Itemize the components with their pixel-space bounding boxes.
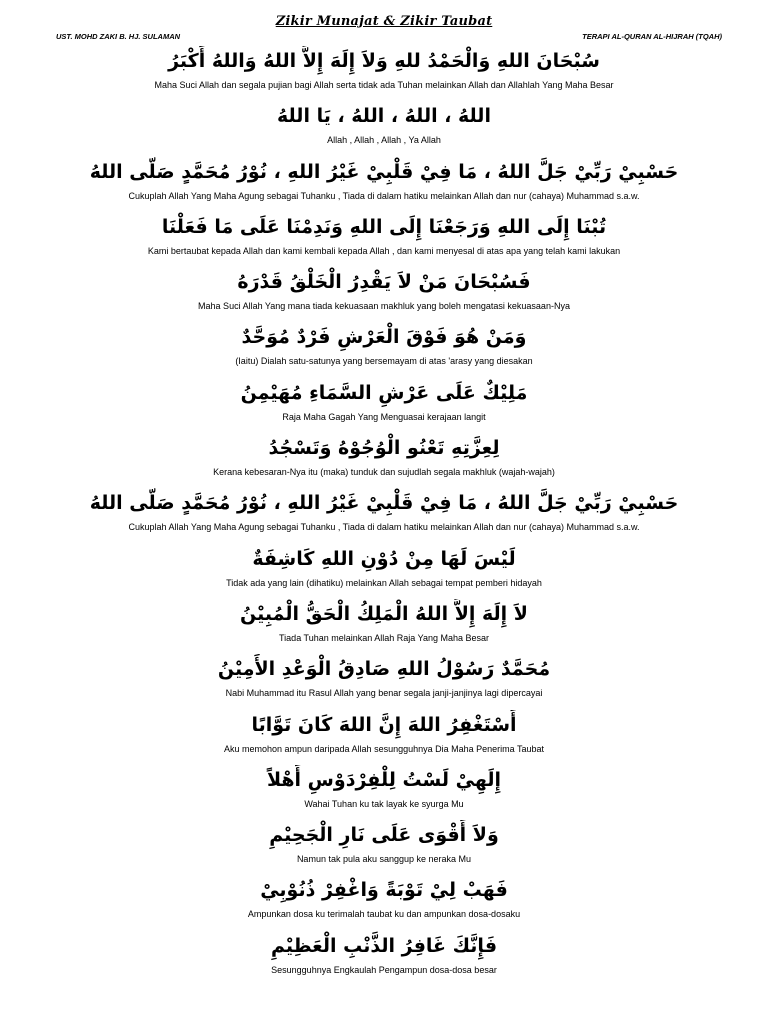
translation-text: Nabi Muhammad itu Rasul Allah yang benar segala janji-janjinya lagi dipercayai (225, 688, 543, 699)
verse-6 (40, 322, 728, 377)
arabic-text: إِلَهِيْ لَسْتُ لِلْفِرْدَوْسِ أَهْلاً (266, 768, 502, 791)
arabic-text: فَإِنَّكَ غَافِرُ الذَّنْبِ الْعَظِيْمِ (270, 934, 498, 957)
translation-text: Aku memohon ampun daripada Allah sesungguhnya Dia Maha Penerima Taubat (223, 743, 545, 754)
verse-15 (40, 820, 728, 875)
verse-9 (40, 488, 728, 543)
translation-text: Sesungguhnya Engkaulah Pengampun dosa-dosa besar (271, 964, 497, 975)
verse-4 (40, 212, 728, 267)
translation-text: Tiada Tuhan melainkan Allah Raja Yang Maha Besar (279, 632, 489, 643)
arabic-text: لَيْسَ لَهَا مِنْ دُوْنِ اللهِ كَاشِفَةٌ (252, 547, 516, 570)
verse-7 (40, 378, 728, 433)
translation-text: Allah , Allah , Allah , Ya Allah (327, 135, 441, 146)
verse-11 (40, 599, 728, 654)
verse-list (40, 46, 728, 986)
translation-text: (Iaitu) Dialah satu-satunya yang bersemayam di atas 'arasy yang diesakan (235, 356, 533, 367)
arabic-text: سُبْحَانَ اللهِ وَالْحَمْدُ للهِ وَلاَ إِلَهَ إِلاَّ اللهُ وَاللهُ أَكْبَرُ (168, 50, 600, 72)
arabic-text: لِعِزَّتِهِ تَعْنُو الْوُجُوْهُ وَتَسْجُدُ (268, 437, 500, 460)
translation-text: Namun tak pula aku sanggup ke neraka Mu (296, 854, 472, 865)
translation-text: Maha Suci Allah Yang mana tiada kekuasaan makhluk yang boleh mengatasi kekuasaan-Nya (198, 301, 570, 312)
translation-text: Kerana kebesaran-Nya itu (maka) tunduk dan sujudlah segala makhluk (wajah-wajah) (213, 467, 555, 478)
arabic-text: لاَ إِلَهَ إِلاَّ اللهُ الْمَلِكُ الْحَقُّ الْمُبِيْنُ (240, 602, 528, 625)
translation-text: Cukuplah Allah Yang Maha Agung sebagai Tuhanku , Tiada di dalam hatiku melainkan Allah dan nur (cahaya) Muhammad s.a.w. (128, 522, 640, 533)
verse-13 (40, 710, 728, 765)
translation-text: Maha Suci Allah dan segala pujian bagi Allah serta tidak ada Tuhan melainkan Allah dan Allahlah Yang Maha Besar (154, 80, 614, 90)
arabic-text: وَلاَ أَقْوَى عَلَى نَارِ الْجَحِيْمِ (269, 824, 499, 847)
translation-text: Raja Maha Gagah Yang Menguasai kerajaan langit (282, 411, 486, 422)
verse-17 (40, 931, 728, 986)
organization-header: TERAPI AL-QURAN AL-HIJRAH (TQAH) (582, 32, 722, 41)
verse-10 (40, 544, 728, 599)
verse-1 (40, 46, 728, 101)
arabic-text: أَسْتَغْفِرُ اللهَ إِنَّ اللهَ كَانَ تَوَّابًا (251, 713, 517, 736)
arabic-text: مَلِيْكٌ عَلَى عَرْشِ السَّمَاءِ مُهَيْمِنُ (240, 381, 528, 404)
verse-8 (40, 433, 728, 488)
translation-text: Kami bertaubat kepada Allah dan kami kembali kepada Allah , dan kami menyesal di atas apa yang telah kami lakukan (147, 245, 621, 256)
verse-2 (40, 101, 728, 156)
arabic-text: فَهَبْ لِيْ تَوْبَةً وَاغْفِرْ ذُنُوْبِيْ (260, 879, 508, 902)
arabic-text: حَسْبِيْ رَبِّيْ جَلَّ اللهُ ، مَا فِيْ قَلْبِيْ غَيْرُ اللهِ ، نُوْرُ مُحَمَّدٍ صَلَّى اللهُ (89, 160, 679, 183)
verse-14 (40, 765, 728, 820)
translation-text: Tidak ada yang lain (dihatiku) melainkan Allah sebagai tempat pemberi hidayah (226, 577, 542, 588)
author-header: UST. MOHD ZAKI B. HJ. SULAMAN (56, 32, 181, 41)
arabic-text: حَسْبِيْ رَبِّيْ جَلَّ اللهُ ، مَا فِيْ قَلْبِيْ غَيْرُ اللهِ ، نُوْرُ مُحَمَّدٍ صَلَّى اللهُ (89, 492, 679, 515)
translation-text: Wahai Tuhan ku tak layak ke syurga Mu (304, 798, 464, 809)
translation-text: Cukuplah Allah Yang Maha Agung sebagai Tuhanku , Tiada di dalam hatiku melainkan Allah dan nur (cahaya) Muhammad s.a.w. (128, 190, 640, 201)
arabic-text: اللهُ ، اللهُ ، اللهُ ، يَا اللهُ (277, 105, 491, 128)
arabic-text: تُبْنَا إِلَى اللهِ وَرَجَعْنَا إِلَى اللهِ وَنَدِمْنَا عَلَى مَا فَعَلْنَا (161, 215, 607, 238)
verse-16 (40, 875, 728, 930)
translation-text: Ampunkan dosa ku terimalah taubat ku dan ampunkan dosa-dosaku (247, 909, 521, 920)
arabic-text: وَمَنْ هُوَ فَوْقَ الْعَرْشِ فَرْدٌ مُوَحَّدٌ (241, 326, 527, 349)
verse-12 (40, 654, 728, 709)
arabic-text: فَسُبْحَانَ مَنْ لاَ يَقْدِرُ الْخَلْقُ قَدْرَهُ (237, 271, 531, 294)
arabic-text: مُحَمَّدٌ رَسُوْلُ اللهِ صَادِقُ الْوَعْدِ الأَمِيْنُ (217, 658, 551, 681)
document-title: Zikir Munajat & Zikir Taubat (275, 14, 493, 29)
verse-5 (40, 267, 728, 322)
verse-3 (40, 157, 728, 212)
